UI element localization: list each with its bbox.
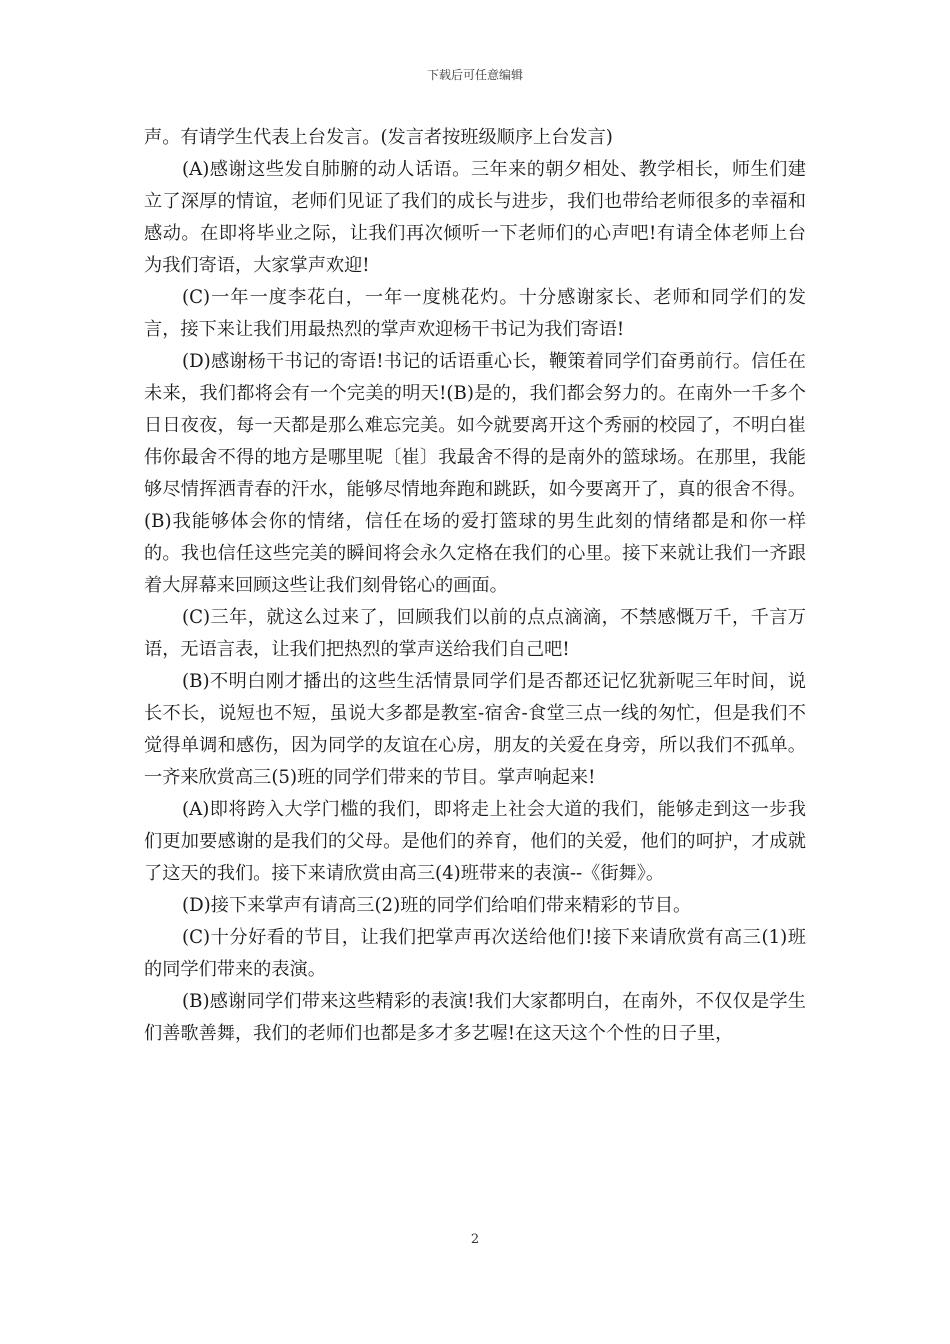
paragraph-3: (C)一年一度李花白，一年一度桃花灼。十分感谢家长、老师和同学们的发言，接下来让我们用最热烈的掌声欢迎杨干书记为我们寄语! [144, 287, 806, 340]
paragraph-9: (C)十分好看的节目，让我们把掌声再次送给他们!接下来请欣赏有高三(1)班的同学们带来的表演。 [144, 927, 806, 980]
paragraph-6: (B)不明白刚才播出的这些生活情景同学们是否都还记忆犹新呢三年时间，说长不长，说短也不短，虽说大多都是教室-宿舍-食堂三点一线的匆忙，但是我们不觉得单调和感伤，因为同学的友谊在心房，朋友的关爱在身旁，所以我们不孤单。一齐来欣赏高三(5)班的同学们带来的节目。掌声响起来! [144, 671, 806, 788]
document-body [144, 122, 806, 1050]
page-number: 2 [470, 1232, 480, 1247]
paragraph-5: (C)三年，就这么过来了，回顾我们以前的点点滴滴，不禁感慨万千，千言万语，无语言表，让我们把热烈的掌声送给我们自己吧! [144, 607, 806, 660]
page-header: 下载后可任意编辑 [426, 68, 523, 82]
paragraph-4: (D)感谢杨干书记的寄语!书记的话语重心长，鞭策着同学们奋勇前行。信任在未来，我们都将会有一个完美的明天!(B)是的，我们都会努力的。在南外一千多个日日夜夜，每一天都是那么难忘完美。如今就要离开这个秀丽的校园了，不明白崔伟你最舍不得的地方是哪里呢〔崔〕我最舍不得的是南外的篮球场。在那里，我能够尽情挥洒青春的汗水，能够尽情地奔跑和跳跃，如今要离开了，真的很舍不得。(B)我能够体会你的情绪，信任在场的爱打篮球的男生此刻的情绪都是和你一样的。我也信任这些完美的瞬间将会永久定格在我们的心里。接下来就让我们一齐跟着大屏幕来回顾这些让我们刻骨铭心的画面。 [144, 351, 806, 596]
paragraph-1: 声。有请学生代表上台发言。(发言者按班级顺序上台发言) [144, 127, 613, 148]
paragraph-7: (A)即将跨入大学门槛的我们，即将走上社会大道的我们，能够走到这一步我们更加要感谢的是我们的父母。是他们的养育，他们的关爱，他们的呵护，才成就了这天的我们。接下来请欣赏由高三(4)班带来的表演--《街舞》。 [144, 799, 806, 884]
paragraph-10: (B)感谢同学们带来这些精彩的表演!我们大家都明白，在南外，不仅仅是学生们善歌善舞，我们的老师们也都是多才多艺喔!在这天这个个性的日子里， [144, 991, 806, 1044]
paragraph-2: (A)感谢这些发自肺腑的动人话语。三年来的朝夕相处、教学相长，师生们建立了深厚的情谊，老师们见证了我们的成长与进步，我们也带给老师很多的幸福和感动。在即将毕业之际，让我们再次倾听一下老师们的心声吧!有请全体老师上台为我们寄语，大家掌声欢迎! [144, 159, 806, 276]
paragraph-8: (D)接下来掌声有请高三(2)班的同学们给咱们带来精彩的节目。 [182, 895, 692, 916]
